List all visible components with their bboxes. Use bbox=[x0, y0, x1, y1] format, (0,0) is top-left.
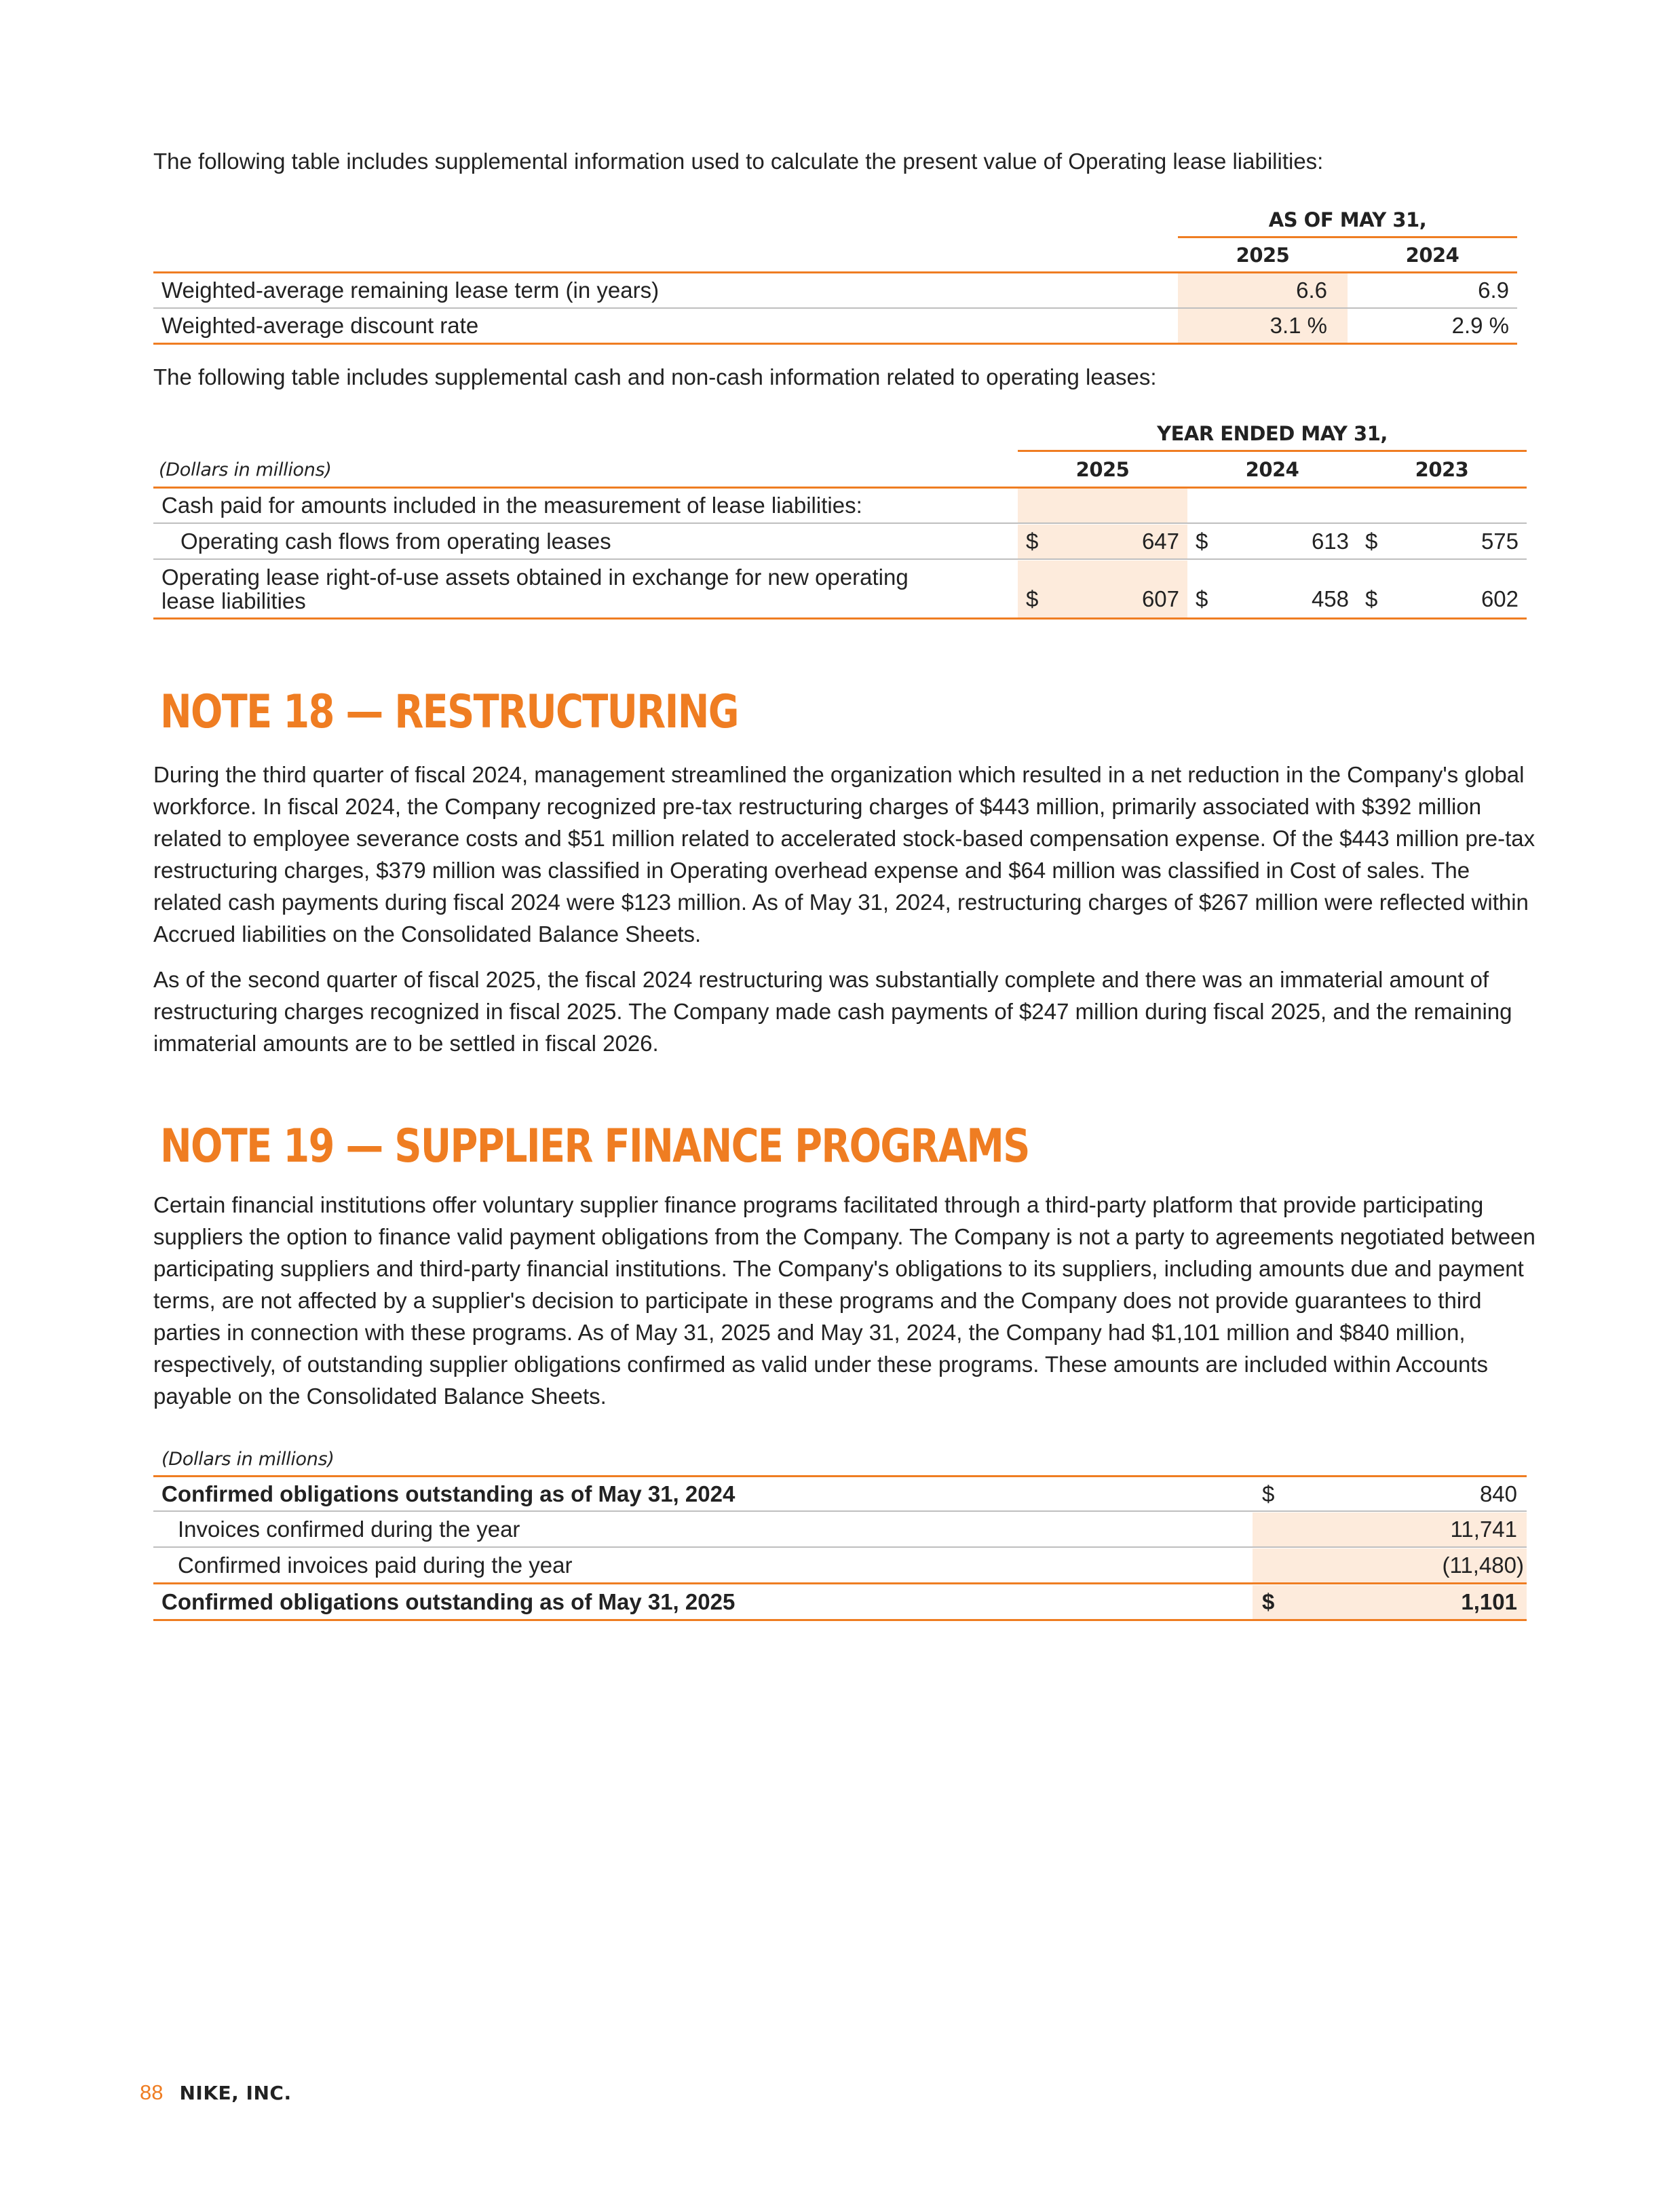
cash-intro: The following table includes supplemental cash and non-cash information related to operating leases: bbox=[153, 364, 1157, 389]
row-label-line1: Operating lease right-of-use assets obtained in exchange for new operating bbox=[161, 565, 909, 590]
row-label: Weighted-average discount rate bbox=[161, 313, 479, 338]
dollar-sign: $ bbox=[1196, 529, 1208, 554]
value-2023: 575 bbox=[1481, 529, 1519, 554]
value-2025: 607 bbox=[1141, 586, 1179, 611]
group-header-text: AS OF MAY 31, bbox=[1268, 208, 1427, 231]
value-2024: 2.9 % bbox=[1451, 313, 1509, 338]
dollar-sign: $ bbox=[1365, 529, 1378, 554]
value-2023: 602 bbox=[1481, 586, 1519, 611]
company-name: NIKE, INC. bbox=[179, 2081, 292, 2104]
row-label: Invoices confirmed during the year bbox=[178, 1517, 520, 1542]
dollar-sign: $ bbox=[1262, 1589, 1275, 1614]
lease-term-group-header bbox=[1178, 204, 1517, 238]
value-2024: 613 bbox=[1311, 529, 1349, 554]
table-row bbox=[153, 489, 1527, 524]
table-row bbox=[153, 1548, 1527, 1584]
col-header-2025: 2025 bbox=[1236, 244, 1290, 267]
value-2024: 458 bbox=[1311, 586, 1349, 611]
col-header-2025: 2025 bbox=[1075, 458, 1130, 481]
note-19-title: NOTE 19 — SUPPLIER FINANCE PROGRAMS bbox=[160, 1120, 1029, 1173]
row-label-line2: lease liabilities bbox=[161, 588, 306, 613]
row-label: Confirmed obligations outstanding as of May 31, 2025 bbox=[161, 1589, 736, 1614]
value-2024: 6.9 bbox=[1478, 278, 1509, 303]
dollar-sign: $ bbox=[1365, 586, 1378, 611]
col-header-2024: 2024 bbox=[1245, 458, 1299, 481]
dollar-sign: $ bbox=[1262, 1481, 1275, 1506]
cash-column-header bbox=[153, 453, 1527, 489]
note-19-paragraph: Certain financial institutions offer voluntary supplier finance programs facilitated through a third-party platform that provide participating suppliers the option to finance valid payment obligations from the Company. The Company is not a party to agreements negotiated between participating suppliers and third-party financial institutions. The Company's obligations to its suppliers, including amounts due and payment terms, are not affected by a supplier's decision to participate in these programs and the Company does not provide guarantees to third parties in connection with these programs. As of May 31, 2025 and May 31, 2024, the Company had $1,101 million and $840 million, respectively, of outstanding supplier obligations confirmed as valid under these programs. These amounts are included within Accounts payable on the Consolidated Balance Sheets. bbox=[153, 1192, 1535, 1409]
dollar-sign: $ bbox=[1026, 529, 1039, 554]
col-header-2023: 2023 bbox=[1415, 458, 1469, 481]
note-18-paragraph-2: As of the second quarter of fiscal 2025, the fiscal 2024 restructuring was substantially complete and there was an immaterial amount of restructuring charges recognized in fiscal 2025. The Company made cash payments of $247 million during fiscal 2025, and the remaining immaterial amounts are to be settled in fiscal 2026. bbox=[153, 967, 1512, 1056]
table-row bbox=[153, 525, 1527, 560]
value-2025: 647 bbox=[1141, 529, 1179, 554]
col-header-2024: 2024 bbox=[1405, 244, 1459, 267]
value-2025: 6.6 bbox=[1178, 273, 1348, 307]
page-footer bbox=[140, 2080, 292, 2105]
table-row bbox=[153, 1478, 1527, 1512]
table-row bbox=[153, 560, 1527, 620]
table-row bbox=[153, 309, 1517, 345]
value-2025: 3.1 % bbox=[1178, 309, 1348, 343]
supplier-table-header bbox=[153, 1443, 1527, 1477]
row-value: 840 bbox=[1479, 1481, 1517, 1506]
row-label: Confirmed obligations outstanding as of May 31, 2024 bbox=[161, 1481, 736, 1506]
note-18-paragraph-1: During the third quarter of fiscal 2024, management streamlined the organization which resulted in a net reduction in the Company's global workforce. In fiscal 2024, the Company recognized pre-tax restructuring charges of $443 million, primarily associated with $392 million related to employee severance costs and $51 million related to accelerated stock-based compensation expense. Of the $443 million pre-tax restructuring charges, $379 million was classified in Operating overhead expense and $64 million was classified in Cost of sales. The related cash payments during fiscal 2024 were $123 million. As of May 31, 2024, restructuring charges of $267 million were reflected within Accrued liabilities on the Consolidated Balance Sheets. bbox=[153, 762, 1535, 947]
cash-group-header bbox=[1018, 417, 1527, 452]
row-value: 11,741 bbox=[1450, 1517, 1517, 1542]
page-number: 88 bbox=[140, 2080, 164, 2104]
units-label: (Dollars in millions) bbox=[161, 1448, 335, 1470]
row-label: Weighted-average remaining lease term (in years) bbox=[161, 278, 660, 303]
row-label: Operating cash flows from operating leases bbox=[180, 529, 611, 554]
lease-term-column-header bbox=[153, 239, 1517, 273]
lease-term-intro: The following table includes supplemental information used to calculate the present value of Operating lease liabilities: bbox=[153, 149, 1324, 174]
group-header-text: YEAR ENDED MAY 31, bbox=[1157, 422, 1388, 445]
table-row bbox=[153, 273, 1517, 309]
row-value: (11,480) bbox=[1442, 1553, 1524, 1578]
table-row bbox=[153, 1512, 1527, 1548]
row-label: Confirmed invoices paid during the year bbox=[178, 1553, 573, 1578]
dollar-sign: $ bbox=[1196, 586, 1208, 611]
row-heading: Cash paid for amounts included in the measurement of lease liabilities: bbox=[161, 493, 862, 518]
dollar-sign: $ bbox=[1026, 586, 1039, 611]
note-18-title: NOTE 18 — RESTRUCTURING bbox=[160, 685, 738, 739]
table-row bbox=[153, 1585, 1527, 1621]
units-label: (Dollars in millions) bbox=[159, 459, 332, 480]
row-value: 1,101 bbox=[1461, 1589, 1517, 1614]
